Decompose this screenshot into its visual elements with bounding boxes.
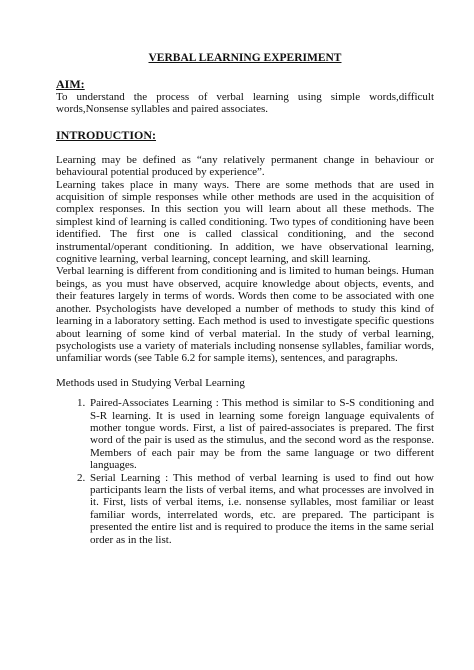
method-item-serial-learning: 2. Serial Learning : This method of verbal learning is used to find out how participants learn the lists of verbal items, and what processes are involved in it. First, lists of verbal items, i.e. nonsense syllables, most familiar or least familiar words, interrelated words, etc. are prepared. The participant is presented the entire list and is required to produce the items in the same serial order as in the list. [88,472,434,546]
methods-list [56,397,434,546]
document-title: VERBAL LEARNING EXPERIMENT [148,52,342,64]
method-item-paired-associates: 1. Paired-Associates Learning : This method is similar to S-S conditioning and S-R learning. It is used in learning some foreign language equivalents of mother tongue words. First, a list of paired-associates is prepared. The first word of the pair is used as the stimulus, and the second word as the response. Members of each pair may be from the same language or two different languages. [88,397,434,471]
introduction-heading: INTRODUCTION: [56,127,157,142]
methods-title: Methods used in Studying Verbal Learning [56,376,245,389]
aim-heading: AIM: [56,77,85,91]
intro-paragraph-2: Learning takes place in many ways. There are some methods that are used in acquisition of simple responses while other methods are used in the acquisition of complex responses. In this section you will learn about all these methods. The simplest kind of learning is called conditioning. Two types of conditioning have been identified. The first one is called classical conditioning, and the second instrumental/operant conditioning. In addition, we have observational learning, cognitive learning, verbal learning, concept learning, and skill learning. [56,178,434,266]
intro-paragraph-3: Verbal learning is different from conditioning and is limited to human beings. Human beings, as you must have observed, acquire knowledge about objects, events, and their features largely in terms of words. Words then come to be associated with one another. Psychologists have developed a number of methods to study this kind of learning in a laboratory setting. Each method is used to investigate specific questions about learning of some kind of verbal material. In the study of verbal learning, psychologists use a variety of materials including nonsense syllables, familiar words, unfamiliar words (see Table 6.2 for sample items), sentences, and paragraphs. [56,265,434,365]
intro-paragraph-1: Learning may be defined as “any relatively permanent change in behaviour or behavioural potential produced by experience”. [56,153,434,179]
aim-text: To understand the process of verbal learning using simple words,difficult words,Nonsense syllables and paired associates. [56,91,434,116]
